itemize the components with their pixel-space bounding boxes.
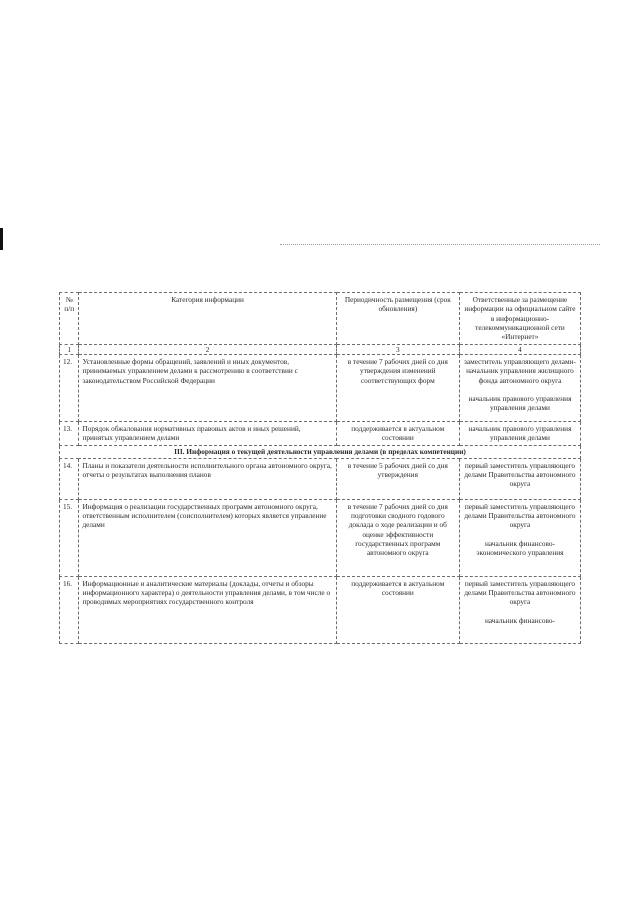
row-periodicity: в течение 5 рабочих дней со дня утверждения [336, 458, 459, 499]
table-row [60, 458, 581, 499]
table-header-row [60, 293, 581, 345]
scan-edge-mark [0, 228, 3, 250]
row-number: 15. [60, 499, 79, 576]
row-category: Информационные и аналитические материалы (доклады, отчеты и обзоры информационного характера) о деятельности управления делами, в том числе о проводимых мероприятиях государственного контроля [79, 576, 336, 643]
responsible-line: начальник правового управления управления делами [468, 393, 572, 413]
row-number: 12. [60, 354, 79, 421]
column-index-4: 4 [459, 344, 580, 354]
row-periodicity: поддерживается в актуальном состоянии [336, 576, 459, 643]
responsible-line: начальник финансово- [484, 615, 555, 625]
row-responsible [459, 499, 580, 576]
column-index-2: 2 [79, 344, 336, 354]
row-category: Порядок обжалования нормативных правовых актов и иных решений, принятых управлением делами [79, 421, 336, 445]
section-heading-row [60, 445, 581, 458]
header-category: Категория информации [79, 293, 336, 345]
header-periodicity: Периодичность размещения (срок обновления) [336, 293, 459, 345]
row-category: Установленные формы обращений, заявлений и иных документов, принимаемых управлением делами к рассмотрению в соответствии с законодательством Российской Федерации [79, 354, 336, 421]
information-table [59, 292, 581, 644]
table-row [60, 576, 581, 643]
responsible-spacer [463, 530, 577, 539]
responsible-spacer [463, 385, 577, 394]
row-number: 16. [60, 576, 79, 643]
responsible-spacer [463, 607, 577, 616]
responsible-line: первый заместитель управляющего делами Правительства автономного округа [464, 460, 576, 489]
responsible-line: начальник финансово-экономического управления [476, 538, 564, 557]
row-periodicity: в течение 7 рабочих дней со дня подготовки сводного годового доклада о ходе реализации и об оценке эффективности государственных программ автономного округа [336, 499, 459, 576]
row-number: 13. [60, 421, 79, 445]
row-category: Планы и показатели деятельности исполнительного органа автономного округа, отчеты о результатах выполнения планов [79, 458, 336, 499]
responsible-line: первый заместитель управляющего делами Правительства автономного округа [464, 501, 576, 530]
row-responsible [459, 458, 580, 499]
column-index-3: 3 [336, 344, 459, 354]
header-responsible: Ответственные за размещение информации на официальном сайте в информационно-телекоммуникационной сети «Интернет» [459, 293, 580, 345]
row-periodicity: поддерживается в актуальном состоянии [336, 421, 459, 445]
row-responsible [459, 354, 580, 421]
row-number: 14. [60, 458, 79, 499]
row-periodicity: в течение 7 рабочих дней со дня утверждения изменений соответствующих форм [336, 354, 459, 421]
responsible-line: начальник правового управления управления делами [468, 423, 572, 443]
table-row [60, 499, 581, 576]
responsible-line: первый заместитель управляющего делами Правительства автономного округа [464, 578, 576, 607]
row-category: Информация о реализации государственных программ автономного округа, ответственным исполнителем (соисполнителем) которых является управление делами [79, 499, 336, 576]
table-row [60, 421, 581, 445]
responsible-line: заместитель управляющего делами-начальник управления жилищного фонда автономного округа [464, 356, 576, 385]
row-responsible [459, 421, 580, 445]
section-title: III. Информация о текущей деятельности управления делами (в пределах компетенции) [60, 445, 581, 458]
table-row [60, 354, 581, 421]
row-responsible [459, 576, 580, 643]
column-index-1: 1 [60, 344, 79, 354]
column-index-row [60, 344, 581, 354]
header-num: № п/п [60, 293, 79, 345]
scan-artifact-line [280, 244, 600, 245]
